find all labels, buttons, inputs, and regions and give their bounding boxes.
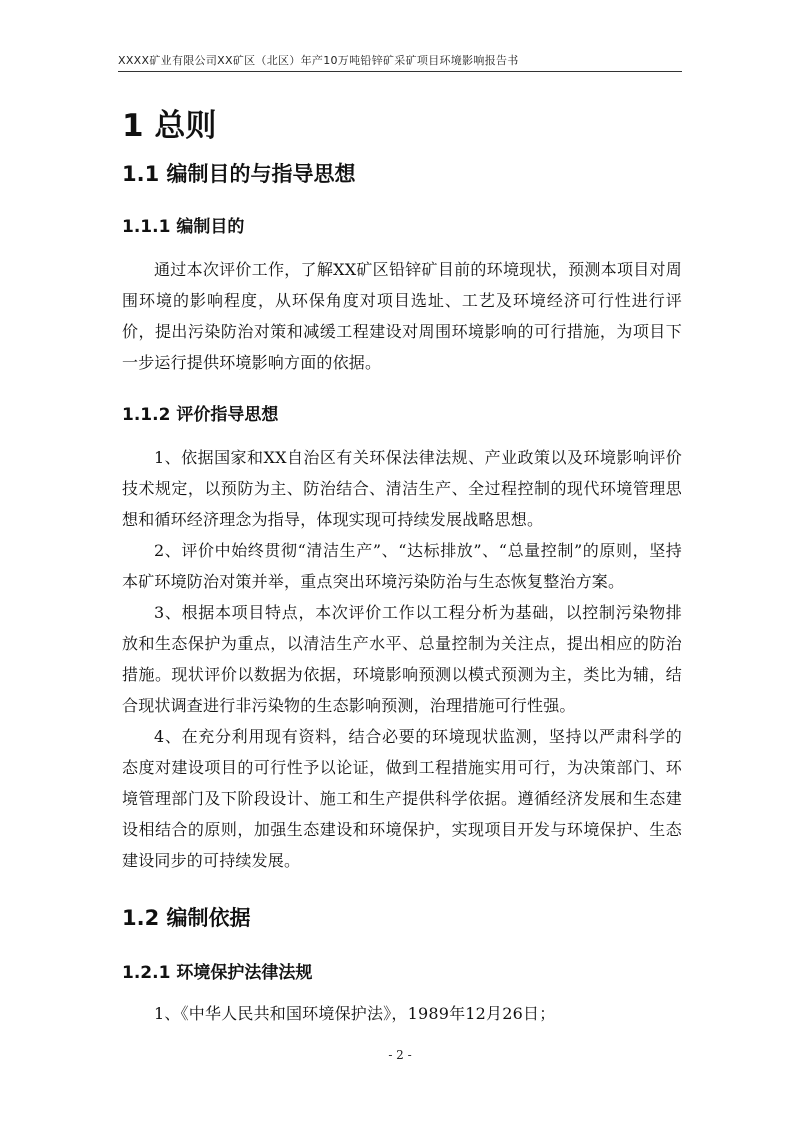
law-item-1: 1、《中华人民共和国环境保护法》，1989年12月26日；	[154, 1004, 556, 1023]
subsection-1-1-2-heading: 1.1.2 评价指导思想	[122, 405, 279, 425]
header-divider	[118, 71, 682, 72]
guideline-item-1: 1、依据国家和XX自治区有关环保法律法规、产业政策以及环境影响评价技术规定，以预防为主、防治结合、清洁生产、全过程控制的现代环境管理思想和循环经济理念为指导，体现实现可持续发展战略思想。	[122, 448, 682, 529]
guideline-item-4: 4、在充分利用现有资料，结合必要的环境现状监测，坚持以严肃科学的态度对建设项目的可行性予以论证，做到工程措施实用可行，为决策部门、环境管理部门及下阶段设计、施工和生产提供科学依据。遵循经济发展和生态建设相结合的原则，加强生态建设和环境保护，实现项目开发与环境保护、生态建设同步的可持续发展。	[122, 727, 682, 870]
section-1-2-heading: 1.2 编制依据	[122, 906, 251, 930]
subsection-1-2-1-heading: 1.2.1 环境保护法律法规	[122, 963, 313, 983]
running-header: XXXX矿业有限公司XX矿区（北区）年产10万吨铅锌矿采矿项目环境影响报告书	[118, 54, 519, 67]
section-1-1-heading: 1.1 编制目的与指导思想	[122, 162, 356, 186]
subsection-1-1-1-heading: 1.1.1 编制目的	[122, 217, 245, 237]
paragraph-purpose: 通过本次评价工作，了解XX矿区铅锌矿目前的环境现状，预测本项目对周围环境的影响程度，从环保角度对项目选址、工艺及环境经济可行性进行评价，提出污染防治对策和减缓工程建设对周围环境影响的可行措施，为项目下一步运行提供环境影响方面的依据。	[122, 260, 682, 372]
chapter-title: 1 总则	[122, 108, 217, 144]
guideline-item-2: 2、评价中始终贯彻“清洁生产”、“达标排放”、“总量控制”的原则，坚持本矿环境防治对策并举，重点突出环境污染防治与生态恢复整治方案。	[122, 541, 682, 591]
page-number: - 2 -	[388, 1048, 412, 1062]
guideline-item-3: 3、根据本项目特点，本次评价工作以工程分析为基础，以控制污染物排放和生态保护为重点，以清洁生产水平、总量控制为关注点，提出相应的防治措施。现状评价以数据为依据，环境影响预测以模式预测为主，类比为辅，结合现状调查进行非污染物的生态影响预测，治理措施可行性强。	[122, 603, 682, 715]
